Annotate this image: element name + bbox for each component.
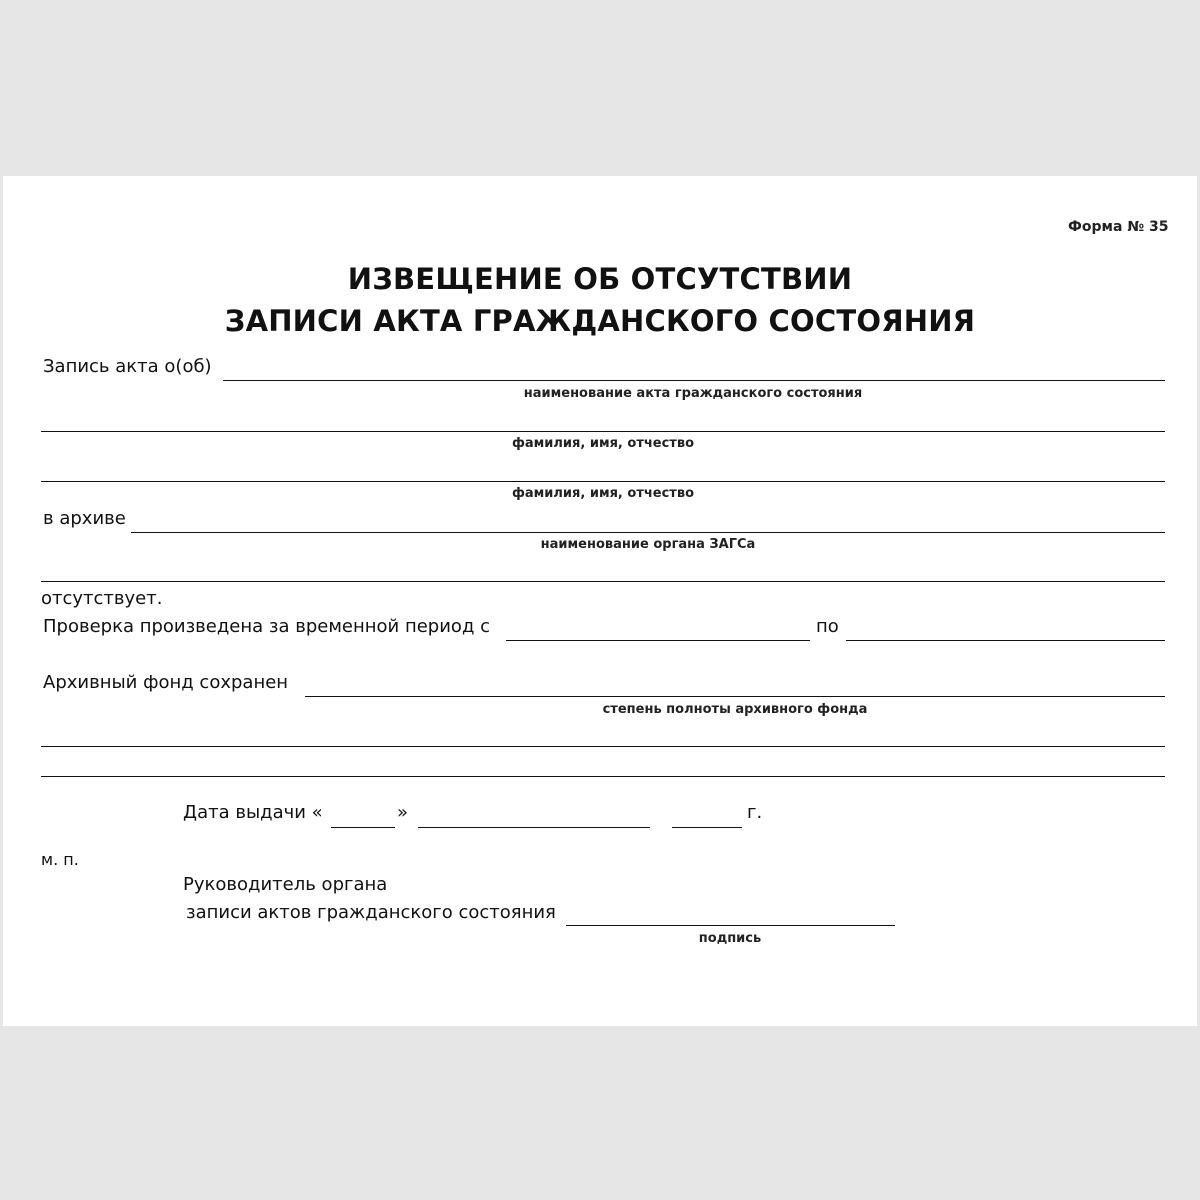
- fund-line[interactable]: [305, 696, 1165, 697]
- form-sheet: [3, 176, 1197, 1026]
- signature-line[interactable]: [566, 925, 895, 926]
- fund-caption: степень полноты архивного фонда: [602, 702, 868, 717]
- name-line-1[interactable]: [41, 431, 1165, 432]
- name-caption-2: фамилия, имя, отчество: [512, 486, 694, 501]
- record-line[interactable]: [223, 380, 1165, 381]
- signature-caption: подпись: [698, 931, 762, 946]
- issue-year-line[interactable]: [672, 827, 742, 828]
- record-label: Запись акта о(об): [43, 356, 212, 377]
- archive-line[interactable]: [131, 532, 1165, 533]
- archive-label: в архиве: [43, 508, 126, 529]
- archive-caption: наименование органа ЗАГСа: [540, 537, 756, 552]
- issue-month-line[interactable]: [418, 827, 650, 828]
- period-to-label: по: [816, 616, 839, 637]
- issue-day-line[interactable]: [331, 827, 395, 828]
- title-line-2: ЗАПИСИ АКТА ГРАЖДАНСКОГО СОСТОЯНИЯ: [224, 304, 976, 338]
- issue-date-close-quote: »: [397, 802, 409, 823]
- year-suffix: г.: [747, 802, 763, 823]
- period-from-line[interactable]: [506, 640, 810, 641]
- period-to-line[interactable]: [846, 640, 1165, 641]
- absent-text: отсутствует.: [41, 588, 163, 609]
- form-number: Форма № 35: [1068, 219, 1169, 235]
- title-line-1: ИЗВЕЩЕНИЕ ОБ ОТСУТСТВИИ: [347, 262, 853, 296]
- record-caption: наименование акта гражданского состояния: [523, 386, 863, 401]
- fund-label: Архивный фонд сохранен: [43, 672, 289, 693]
- name-line-2[interactable]: [41, 481, 1165, 482]
- stamp-place: м. п.: [41, 850, 79, 869]
- issue-date-label: Дата выдачи «: [183, 802, 323, 823]
- head-line-2: записи актов гражданского состояния: [186, 902, 556, 923]
- fund-line-2[interactable]: [41, 746, 1165, 747]
- fund-line-3[interactable]: [41, 776, 1165, 777]
- archive-line-2[interactable]: [41, 581, 1165, 582]
- period-label: Проверка произведена за временной период с: [43, 616, 491, 637]
- head-line-1: Руководитель органа: [183, 874, 388, 895]
- name-caption-1: фамилия, имя, отчество: [512, 436, 694, 451]
